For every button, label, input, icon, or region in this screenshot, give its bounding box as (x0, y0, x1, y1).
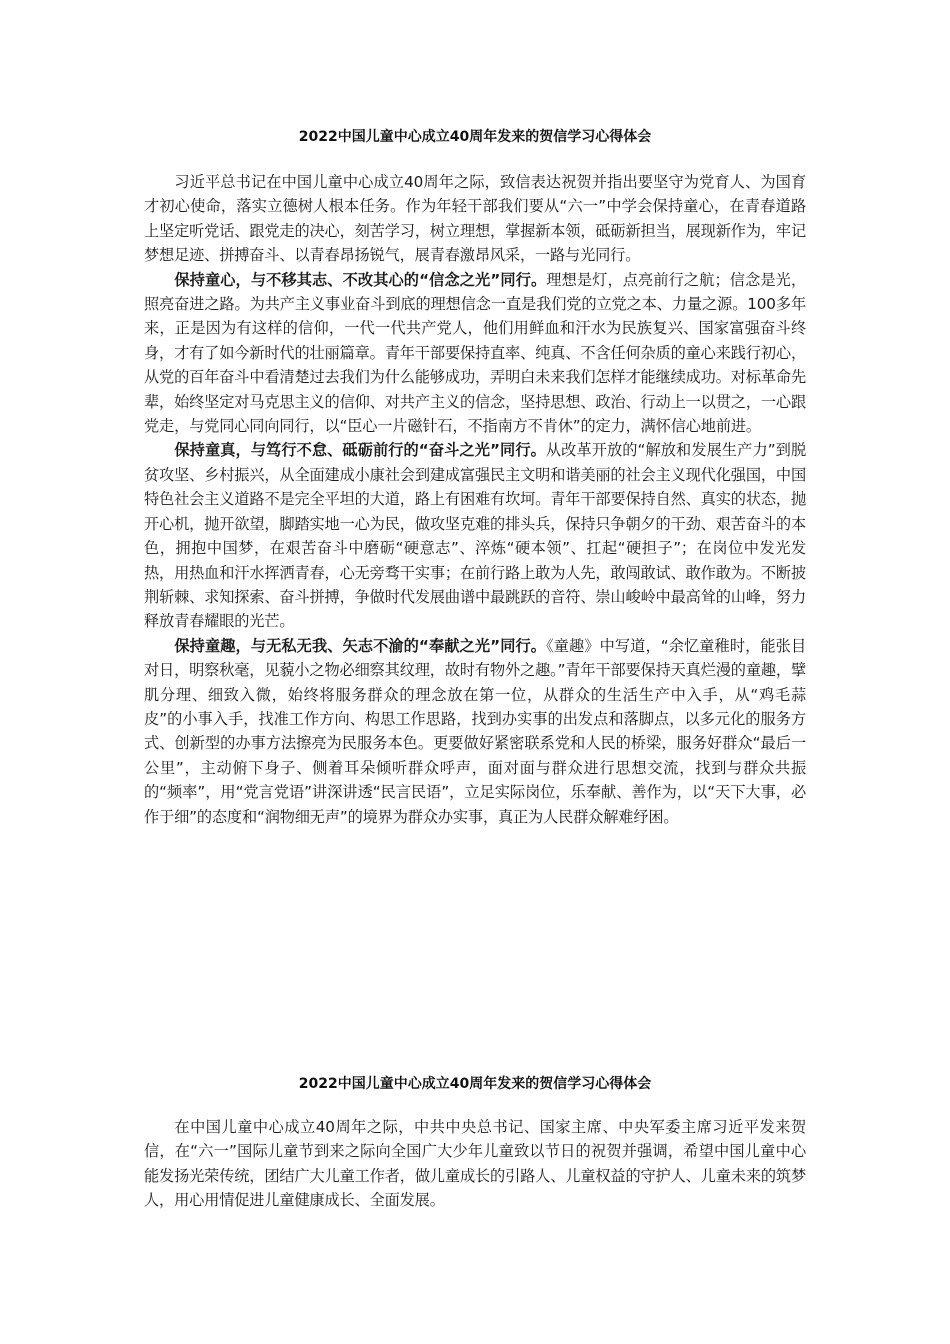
paragraph-lead: 保持童真，与笃行不怠、砥砺前行的“奋斗之光”同行。 (174, 441, 546, 460)
intro-paragraph (144, 1115, 806, 1213)
belief-paragraph (144, 268, 806, 439)
paragraph-body: 《童趣》中写道，“余忆童稚时，能张目对日，明察秋毫，见藐小之物必细察其纹理，故时有物外之趣。”青年干部要保持天真烂漫的童趣，擘肌分理、细致入微，始终将服务群众的理念放在第一位，从群众的生活生产中入手，从“鸡毛蒜皮”的小事入手，找准工作方向、构思工作思路，找到办实事的出发点和落脚点，以多元化的服务方式、创新型的办事方法擦亮为民服务本色。更要做好紧密联系党和人民的桥梁，服务好群众“最后一公里”，主动俯下身子、侧着耳朵倾听群众呼声，面对面与群众进行思想交流，找到与群众共振的“频率”，用“党言党语”讲深讲透“民言民语”，立足实际岗位，乐奉献、善作为，以“天下大事，必作于细”的态度和“润物细无声”的境界为群众办实事，真正为人民群众解难纾困。 (144, 636, 806, 826)
paragraph-lead: 保持童趣，与无私无我、矢志不渝的“奉献之光”同行。 (174, 636, 547, 655)
paragraph-body: 在中国儿童中心成立40周年之际，中共中央总书记、国家主席、中央军委主席习近平发来贺信，在“六一”国际儿童节到来之际向全国广大少年儿童致以节日的祝贺并强调，希望中国儿童中心能发扬光荣传统，团结广大儿童工作者，做儿童成长的引路人、儿童权益的守护人、儿童未来的筑梦人，用心用情促进儿童健康成长、全面发展。 (144, 1118, 806, 1210)
paragraph-body: 从改革开放的“解放和发展生产力”到脱贫攻坚、乡村振兴，从全面建成小康社会到建成富强民主文明和谐美丽的社会主义现代化强国，中国特色社会主义道路不是完全平坦的大道，路上有困难有坎坷。青年干部要保持自然、真实的状态，抛开心机，抛开欲望，脚踏实地一心为民，做攻坚克难的排头兵，保持只争朝夕的干劲、艰苦奋斗的本色，拥抱中国梦，在艰苦奋斗中磨砺“硬意志”、淬炼“硬本领”、扛起“硬担子”；在岗位中发光发热，用热血和汗水挥洒青春，心无旁骛干实事；在前行路上敢为人先，敢闯敢试、敢作敢为。不断披荆斩棘、求知探索、奋斗拼搏，争做时代发展曲谱中最跳跃的音符、崇山峻岭中最高耸的山峰，努力释放青春耀眼的光芒。 (144, 441, 806, 631)
dedication-paragraph (144, 634, 806, 829)
paragraph-lead: 保持童心，与不移其志、不改其心的“信念之光”同行。 (174, 270, 547, 289)
paragraph-body: 理想是灯，点亮前行之航；信念是光，照亮奋进之路。为共产主义事业奋斗到底的理想信念一直是我们党的立党之本、力量之源。100多年来，正是因为有这样的信仰，一代一代共产党人，他们用鲜血和汗水为民族复兴、国家富强奋斗终身，才有了如今新时代的壮丽篇章。青年干部要保持直率、纯真、不含任何杂质的童心来践行初心，从党的百年奋斗中看清楚过去我们为什么能够成功，弄明白未来我们怎样才能继续成功。对标革命先辈，始终坚定对马克思主义的信仰、对共产主义的信念，坚持思想、政治、行动上一以贯之，一心跟党走，与党同心同向同行，以“臣心一片磁针石，不指南方不肯休”的定力，满怀信心地前进。 (144, 270, 806, 436)
article-section-1 (144, 126, 806, 829)
struggle-paragraph (144, 438, 806, 633)
intro-paragraph (144, 170, 806, 268)
article-section-2 (144, 1073, 806, 1213)
article-title: 2022中国儿童中心成立40周年发来的贺信学习心得体会 (298, 1076, 652, 1092)
paragraph-body: 习近平总书记在中国儿童中心成立40周年之际，致信表达祝贺并指出要坚守为党育人、为国育才初心使命，落实立德树人根本任务。作为年轻干部我们要从“六一”中学会保持童心，在青春道路上坚定听党话、跟党走的决心，刻苦学习，树立理想，掌握新本领，砥砺新担当，展现新作为，牢记梦想足迹、拼搏奋斗、以青春昂扬锐气，展青春激昂风采，一路与光同行。 (144, 173, 806, 265)
article-title: 2022中国儿童中心成立40周年发来的贺信学习心得体会 (298, 129, 652, 145)
